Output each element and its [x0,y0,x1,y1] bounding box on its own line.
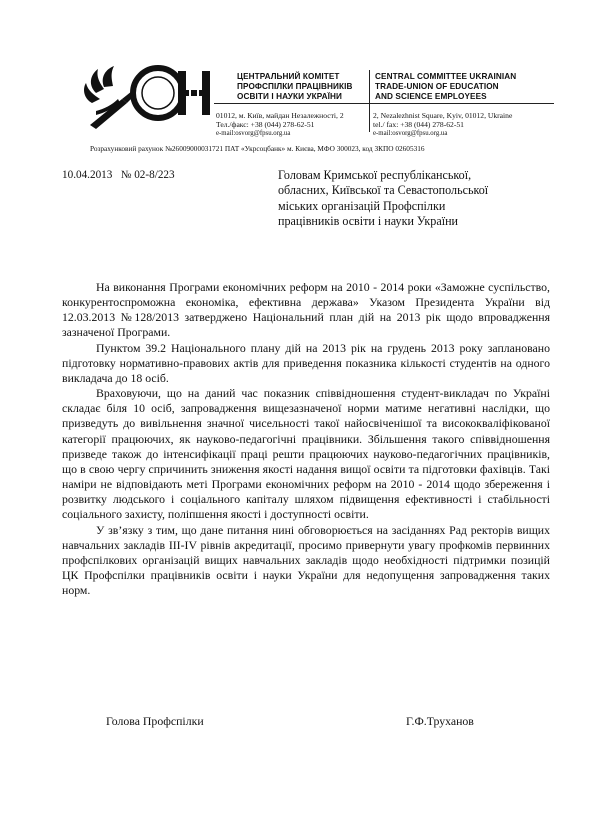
address-en-street: 2, Nezalezhnist Square, Kyiv, 01012, Ukraine [373,111,513,120]
org-name-ua-line: ЦЕНТРАЛЬНИЙ КОМІТЕТ [237,72,340,81]
signatory-name: Г.Ф.Труханов [406,714,474,728]
body-paragraph: Враховуючи, що на даний час показник співвідношення студент-викладач по Україні складає біля 10 осіб, запровадження вищезазначеної норми матиме негативні наслідки, що призведуть до вивільнення значної чисельності такої найосвіченішої та висококваліфікованої категорії працюючих, як науково-педагогічні працівники. Збільшення такого співвідношення призведе також до інтенсифікації праці решти працюючих науково-педагогічних працівників, що в свою чергу спричинить зниження якості надання вищої освіти та підготовки фахівців. Такі наміри не відповідають меті Програми економічних реформ на 2010 - 2014 щодо збереження і розвитку людського і соціального капіталу шляхом підвищення ефективності і стабільності соціального захисту, поліпшення якості і доступності освіти. [62,386,550,522]
address-en [373,111,553,138]
address-ua [216,111,368,138]
signatory-title: Голова Профспілки [106,714,204,728]
document-reference [62,169,175,181]
recipient-line: обласних, Київської та Севастопольської [278,183,489,198]
address-ua-street: 01012, м. Київ, майдан Незалежності, 2 [216,111,344,120]
email-en: e-mail:osvorg@fpsu.org.ua [373,130,448,137]
document-number: № 02-8/223 [120,169,175,181]
body-paragraph: На виконання Програми економічних реформ на 2010 - 2014 роки «Заможне суспільство, конкурентоспроможна економіка, ефективна держава» Указом Президента України від 12.03.2013 №128/2013 затверджено Національний план дій на 2013 рік щодо впровадження зазначеної Програми. [62,280,550,340]
recipient-block [278,168,548,230]
org-name-en-line: TRADE-UNION OF EDUCATION [375,82,499,91]
header-divider-horizontal [214,103,554,104]
org-name-ua-line: ПРОФСПІЛКИ ПРАЦІВНИКІВ [237,82,353,91]
bank-account-line: Розрахунковий рахунок №26009000031721 ПАТ «Укрсоцбанк» м. Києва, МФО 300023, код ЗКПО 02605316 [90,144,425,153]
letter-body [62,280,550,598]
document-date: 10.04.2013 [62,169,113,181]
org-name-en-line: CENTRAL COMMITTEE UKRAINIAN [375,72,517,81]
recipient-line: Головам Кримської республіканської, [278,168,472,182]
header-divider-vertical [369,70,370,132]
org-name-en [375,72,555,102]
phone-ua: Тел./факс: +38 (044) 278-62-51 [216,120,315,129]
org-name-ua-line: ОСВІТИ І НАУКИ УКРАЇНИ [237,92,342,101]
org-name-en-line: AND SCIENCE EMPLOYEES [375,92,487,101]
emblem-icon [82,63,214,133]
org-name-ua [237,72,371,102]
body-paragraph: Пунктом 39.2 Національного плану дій на 2013 рік на грудень 2013 року заплановано підготовку нормативно-правових актів для приведення показника кількості студентів на одного викладача до 18 осіб. [62,340,550,385]
body-paragraph: У зв’язку з тим, що дане питання нині обговорюється на засіданнях Рад ректорів вищих навчальних закладів ІІІ-ІV рівнів акредитації, просимо привернути увагу профкомів первинних профспілкових організацій вищих навчальних закладів щодо необхідності підтримки позицій ЦК Профспілки працівників освіти і науки України для недопущення запровадження таких норм. [62,522,550,598]
email-ua: e-mail:osvorg@fpsu.org.ua [216,130,291,137]
recipient-line: міських організацій Профспілки [278,198,446,213]
recipient-line: працівників освіти і науки України [278,214,459,229]
phone-en: tel./ fax: +38 (044) 278-62-51 [373,120,464,129]
organization-logo [82,63,214,133]
